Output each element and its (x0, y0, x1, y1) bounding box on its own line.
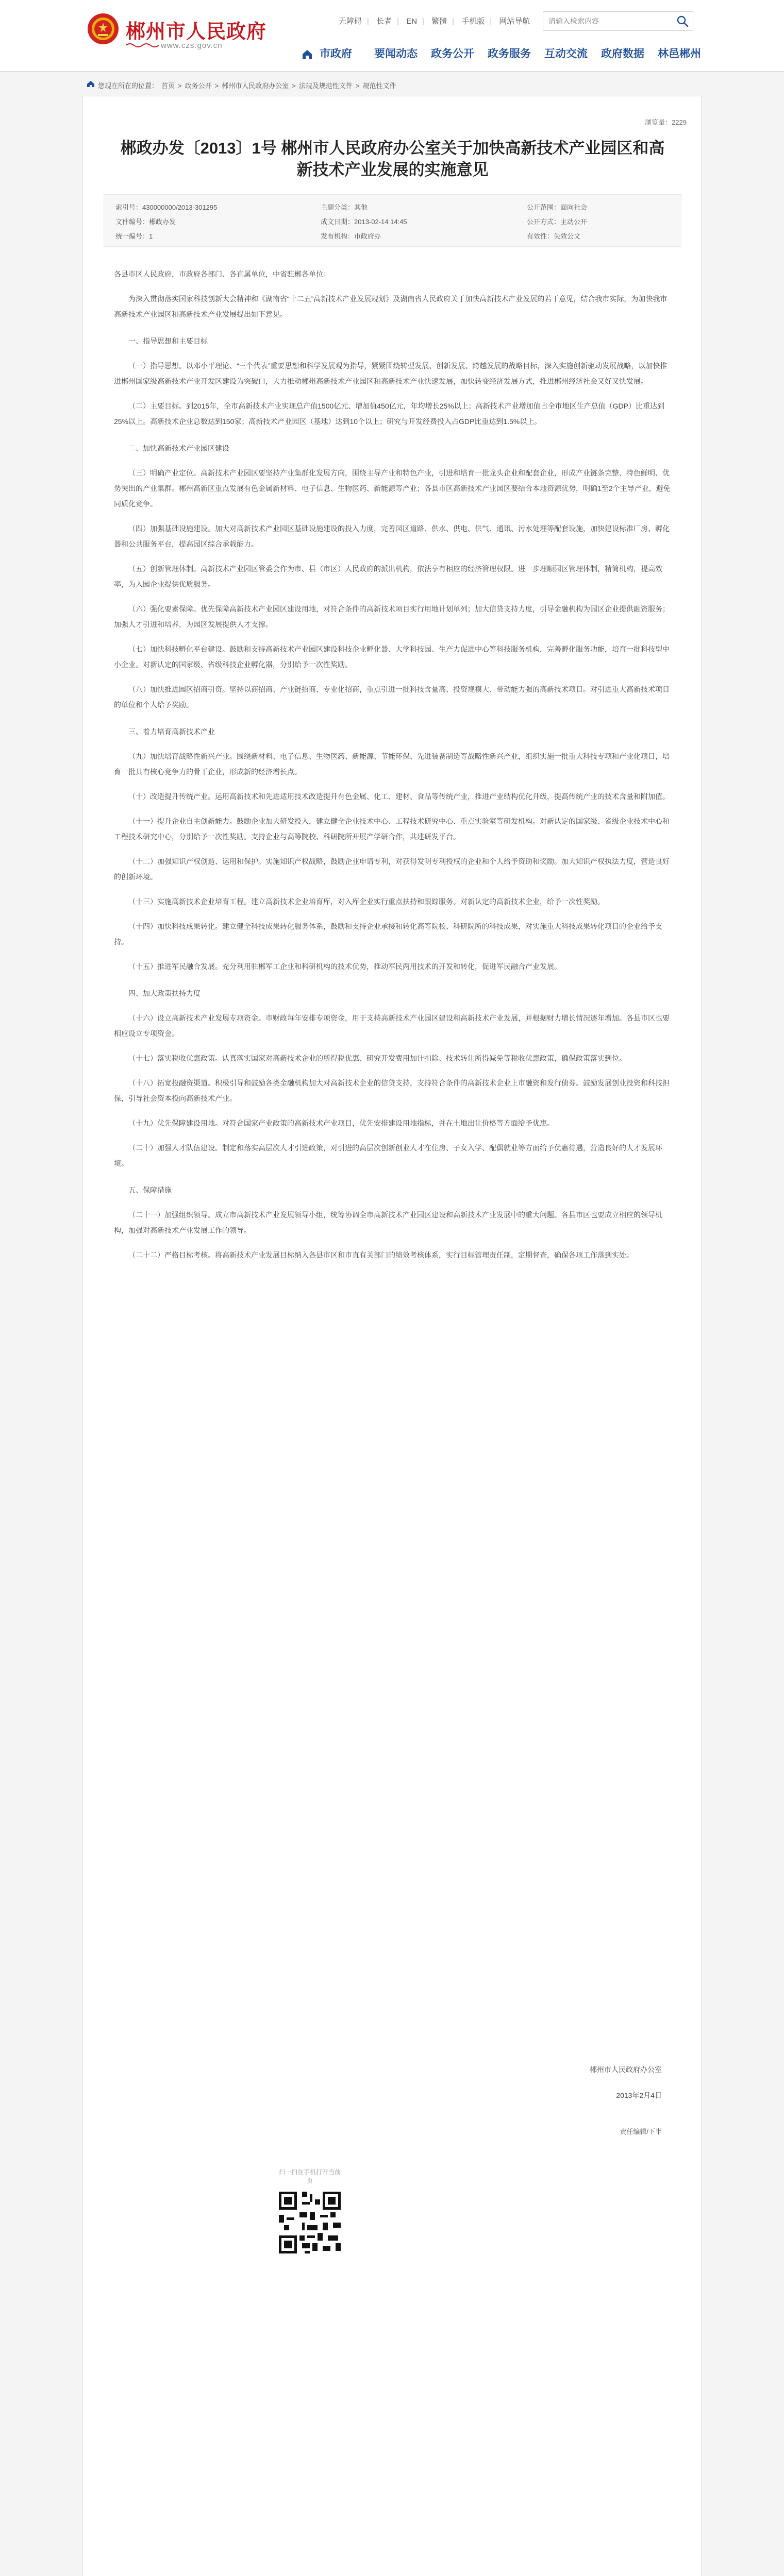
responsible-editor: 责任编辑/下半 (620, 2128, 662, 2136)
site-header (0, 0, 784, 72)
nav-item-city-gov[interactable]: 市政府 (320, 48, 352, 60)
meta-cell (527, 216, 587, 226)
meta-key: 有效性： (527, 232, 554, 240)
meta-key: 索引号： (115, 204, 143, 211)
site-title[interactable]: 郴州市人民政府 (126, 20, 267, 43)
logo-wave-icon (126, 42, 159, 47)
breadcrumb-sep: > (355, 82, 360, 90)
signature-date: 2013年2月4日 (616, 2091, 662, 2099)
meta-key: 发布机构： (321, 232, 355, 240)
home-icon[interactable] (301, 48, 313, 61)
breadcrumb-label: 您现在所在的位置： (98, 82, 159, 90)
meta-key: 成文日期： (321, 218, 355, 226)
meta-value: 1 (149, 232, 153, 240)
meta-cell (115, 216, 176, 226)
header-inner (82, 0, 702, 72)
top-link-elderly[interactable]: 长者 (376, 17, 392, 26)
top-link-traditional[interactable]: 繁體 (431, 17, 447, 26)
nav-item-interaction[interactable]: 互动交流 (544, 48, 588, 60)
top-link-english[interactable]: EN (406, 17, 418, 26)
nav-item-gov-services[interactable]: 政务服务 (488, 48, 531, 60)
top-links (339, 15, 539, 26)
meta-cell (115, 202, 217, 212)
nav-item-linyi-chenzhou[interactable]: 林邑郴州 (658, 48, 701, 60)
section-heading: 二、加快高新技术产业园区建设 (128, 444, 229, 452)
divider: | (367, 17, 369, 26)
top-link-sitemap[interactable]: 网站导航 (499, 17, 530, 26)
document-meta-table (104, 194, 681, 247)
article-body (114, 266, 671, 1272)
paragraph: （九）加快培育战略性新兴产业。围绕新材料、电子信息、生物医药、新能源、节能环保、先进装备制造等战略性新兴产业，组织实施一批重大科技专项和产业化项目，培育一批具有核心竞争力的骨干企业，形成新的经济增长点。 (114, 752, 670, 776)
qr-code-block (276, 2167, 343, 2259)
meta-key: 统一编号： (115, 232, 149, 240)
meta-value: 市政府办 (354, 232, 381, 240)
breadcrumb-item-regulations[interactable]: 法规及规范性文件 (298, 82, 353, 90)
nav-item-news[interactable]: 要闻动态 (374, 48, 418, 60)
paragraph: （十八）拓宽投融资渠道。积极引导和鼓励各类金融机构加大对高新技术企业的信贷支持，支持符合条件的高新技术企业上市融资和发行债券。鼓励发展创业投资和科技担保，引导社会资本投向高新技术产业。 (114, 1079, 670, 1103)
qr-caption: 扫一扫在手机打开当前页 (278, 2168, 341, 2184)
breadcrumb-sep: > (292, 82, 296, 90)
breadcrumb-item-home[interactable]: 首页 (161, 82, 175, 90)
meta-value: 其他 (354, 204, 368, 211)
paragraph: （三）明确产业定位。高新技术产业园区要坚持产业集群化发展方向，围绕主导产业和特色产业，引进和培育一批龙头企业和配套企业，形成产业链条完整、特色鲜明、优势突出的产业集群。郴州高新区重点发展有色金属新材料、电子信息、生物医药、新能源等产业；各县市区高新技术产业园区要结合本地资源优势，明确1至2个主导产业，避免同质化竞争。 (114, 469, 671, 508)
breadcrumb-sep: > (178, 82, 182, 90)
paragraph: （十六）设立高新技术产业发展专项资金。市财政每年安排专项资金，用于支持高新技术产业园区建设和高新技术产业发展，并根据财力增长情况逐年增加。各县市区也要相应设立专项资金。 (114, 1014, 670, 1038)
meta-value: 郴政办发 (149, 218, 176, 226)
divider: | (397, 17, 399, 26)
location-icon (87, 80, 95, 88)
paragraph: （二十二）严格目标考核。将高新技术产业发展目标纳入各县市区和市直有关部门的绩效考核体系，实行目标管理责任制，定期督查，确保各项工作落到实处。 (128, 1251, 633, 1259)
search-input[interactable] (548, 16, 667, 26)
search-icon[interactable] (676, 15, 689, 27)
meta-value: 430000000/2013-301295 (142, 204, 218, 211)
divider: | (422, 17, 424, 26)
paragraph: （十二）加强知识产权创造、运用和保护。实施知识产权战略，鼓励企业申请专利，对获得发明专利授权的企业和个人给予资助和奖励。加大知识产权执法力度，营造良好的创新环境。 (114, 857, 670, 881)
paragraph: （十三）实施高新技术企业培育工程。建立高新技术企业培育库，对入库企业实行重点扶持和跟踪服务。对新认定的高新技术企业，给予一次性奖励。 (128, 897, 605, 906)
view-count: 浏览量：2229 (645, 118, 687, 126)
top-link-mobile[interactable]: 手机版 (461, 17, 485, 26)
paragraph: （八）加快推进园区招商引资。坚持以商招商、产业链招商、专业化招商，重点引进一批科技含量高、投资规模大、带动能力强的高新技术项目。对引进重大高新技术项目的单位和个人给予奖励。 (114, 685, 670, 709)
breadcrumb (82, 77, 702, 92)
section-heading: 三、着力培育高新技术产业 (128, 727, 215, 736)
main-nav (320, 45, 702, 66)
meta-cell (115, 231, 153, 241)
section-heading: 五、保障措施 (128, 1186, 172, 1194)
nav-item-gov-data[interactable]: 政府数据 (601, 48, 644, 60)
paragraph: （七）加快科技孵化平台建设。鼓励和支持高新技术产业园区建设科技企业孵化器、大学科技园、生产力促进中心等科技服务机构，完善孵化服务功能，培育一批科技型中小企业。对新认定的国家级、省级科技企业孵化器，分别给予一次性奖励。 (114, 645, 670, 669)
paragraph: （十一）提升企业自主创新能力。鼓励企业加大研发投入，建立健全企业技术中心、工程技术研究中心、重点实验室等研发机构。对新认定的国家级、省级企业技术中心和工程技术研究中心，分别给予一次性奖励。支持企业与高等院校、科研院所开展产学研合作，共建研发平台。 (114, 817, 670, 841)
meta-value: 失效公文 (554, 232, 581, 240)
paragraph: （一）指导思想。以邓小平理论、“三个代表”重要思想和科学发展观为指导，紧紧围绕转型发展、创新发展、跨越发展的战略目标，深入实施创新驱动发展战略，以加快推进郴州国家级高新技术产业开发区建设为突破口，大力推动郴州高新技术产业园区和高新技术产业快速发展，加快转变经济发展方式，推进郴州经济社会又好又快发展。 (114, 362, 668, 385)
article-title: 郴政办发〔2013〕1号 郴州市人民政府办公室关于加快高新技术产业园区和高新技术产业发展的实施意见 (120, 139, 665, 179)
divider: | (452, 17, 455, 26)
meta-value: 2013-02-14 14:45 (354, 218, 407, 226)
paragraph: （四）加强基础设施建设。加大对高新技术产业园区基础设施建设的投入力度，完善园区道路、供水、供电、供气、通讯、污水处理等配套设施，加快建设标准厂房、孵化器和公共服务平台，提高园区综合承载能力。 (114, 524, 670, 548)
meta-cell (321, 231, 381, 241)
section-heading: 四、加大政策扶持力度 (128, 989, 201, 997)
paragraph: （二十一）加强组织领导。成立市高新技术产业发展领导小组，统筹协调全市高新技术产业园区建设和高新技术产业发展中的重大问题。各县市区也要成立相应的领导机构，加强对高新技术产业发展工作的领导。 (114, 1211, 662, 1234)
paragraph: （十七）落实税收优惠政策。认真落实国家对高新技术企业的所得税优惠、研究开发费用加计扣除、技术转让所得减免等税收优惠政策，确保政策落实到位。 (128, 1054, 626, 1062)
breadcrumb-sep: > (214, 82, 219, 90)
meta-cell (527, 202, 587, 212)
site-domain: www.czs.gov.cn (161, 41, 223, 50)
paragraph: （二十）加强人才队伍建设。制定和落实高层次人才引进政策，对引进的高层次创新创业人才在住房、子女入学、配偶就业等方面给予优惠待遇，营造良好的人才发展环境。 (114, 1144, 662, 1167)
breadcrumb-item-office[interactable]: 郴州市人民政府办公室 (222, 82, 289, 90)
meta-key: 文件编号： (115, 218, 149, 226)
paragraph: （十五）推进军民融合发展。充分利用驻郴军工企业和科研机构的技术优势，推动军民两用技术的开发和转化，促进军民融合产业发展。 (128, 962, 561, 971)
intro-paragraph: 为深入贯彻落实国家科技创新大会精神和《湖南省“十二五”高新技术产业发展规划》及湖南省人民政府关于加快高新技术产业发展的若干意见，结合我市实际，为加快我市高新技术产业园区和高新技术产业发展提出如下意见。 (114, 295, 668, 318)
header-divider (0, 71, 784, 72)
signature-org: 郴州市人民政府办公室 (590, 2065, 662, 2074)
search-box (543, 11, 693, 31)
national-emblem-icon (87, 12, 120, 45)
paragraph: （十）改造提升传统产业。运用高新技术和先进适用技术改造提升有色金属、化工、建材、食品等传统产业，推进产业结构优化升级，提高传统产业的技术含量和附加值。 (128, 792, 670, 801)
meta-key: 公开范围： (527, 204, 561, 211)
paragraph: （六）强化要素保障。优先保障高新技术产业园区建设用地，对符合条件的高新技术项目实行用地计划单列；加大信贷支持力度，引导金融机构为园区企业提供融资服务；加强人才引进和培养，为园区发展提供人才支撑。 (114, 605, 670, 629)
breadcrumb-item-gov-affairs[interactable]: 政务公开 (185, 82, 212, 90)
qr-code-icon (276, 2189, 343, 2256)
meta-value: 面向社会 (560, 204, 588, 211)
breadcrumb-text (98, 80, 399, 90)
paragraph: （十四）加快科技成果转化。建立健全科技成果转化服务体系，鼓励和支持企业承接和转化高等院校、科研院所的科技成果，对实施重大科技成果转化项目的企业给予支持。 (114, 922, 662, 946)
section-heading: 一、指导思想和主要目标 (128, 337, 208, 345)
salutation: 各县市区人民政府，市政府各部门、各直属单位，中省驻郴各单位： (114, 270, 330, 278)
divider: | (490, 17, 492, 26)
top-link-accessibility[interactable]: 无障碍 (339, 17, 362, 26)
meta-cell (527, 231, 580, 241)
breadcrumb-item-normative[interactable]: 规范性文件 (362, 82, 396, 90)
meta-key: 公开方式： (527, 218, 561, 226)
meta-value: 主动公开 (560, 218, 588, 226)
meta-cell (321, 216, 407, 226)
article-card (82, 96, 702, 2576)
meta-cell (321, 202, 368, 212)
paragraph: （二）主要目标。到2015年，全市高新技术产业实现总产值1500亿元、增加值450亿元，年均增长25%以上；高新技术产业增加值占全市地区生产总值（GDP）比重达到25%以上。高新技术企业总数达到150家；高新技术产业园区（基地）达到10个以上；研究与开发经费投入占GDP比重达到1.5%以上。 (114, 402, 665, 426)
paragraph: （五）创新管理体制。高新技术产业园区管委会作为市、县（市区）人民政府的派出机构，依法享有相应的经济管理权限。进一步理顺园区管理体制，精简机构，提高效率，为入园企业提供优质服务。 (114, 565, 662, 588)
meta-key: 主题分类： (321, 204, 355, 211)
nav-item-gov-affairs[interactable]: 政务公开 (431, 48, 474, 60)
paragraph: （十九）优先保障建设用地。对符合国家产业政策的高新技术产业项目，优先安排建设用地指标，并在土地出让价格等方面给予优惠。 (128, 1119, 554, 1127)
